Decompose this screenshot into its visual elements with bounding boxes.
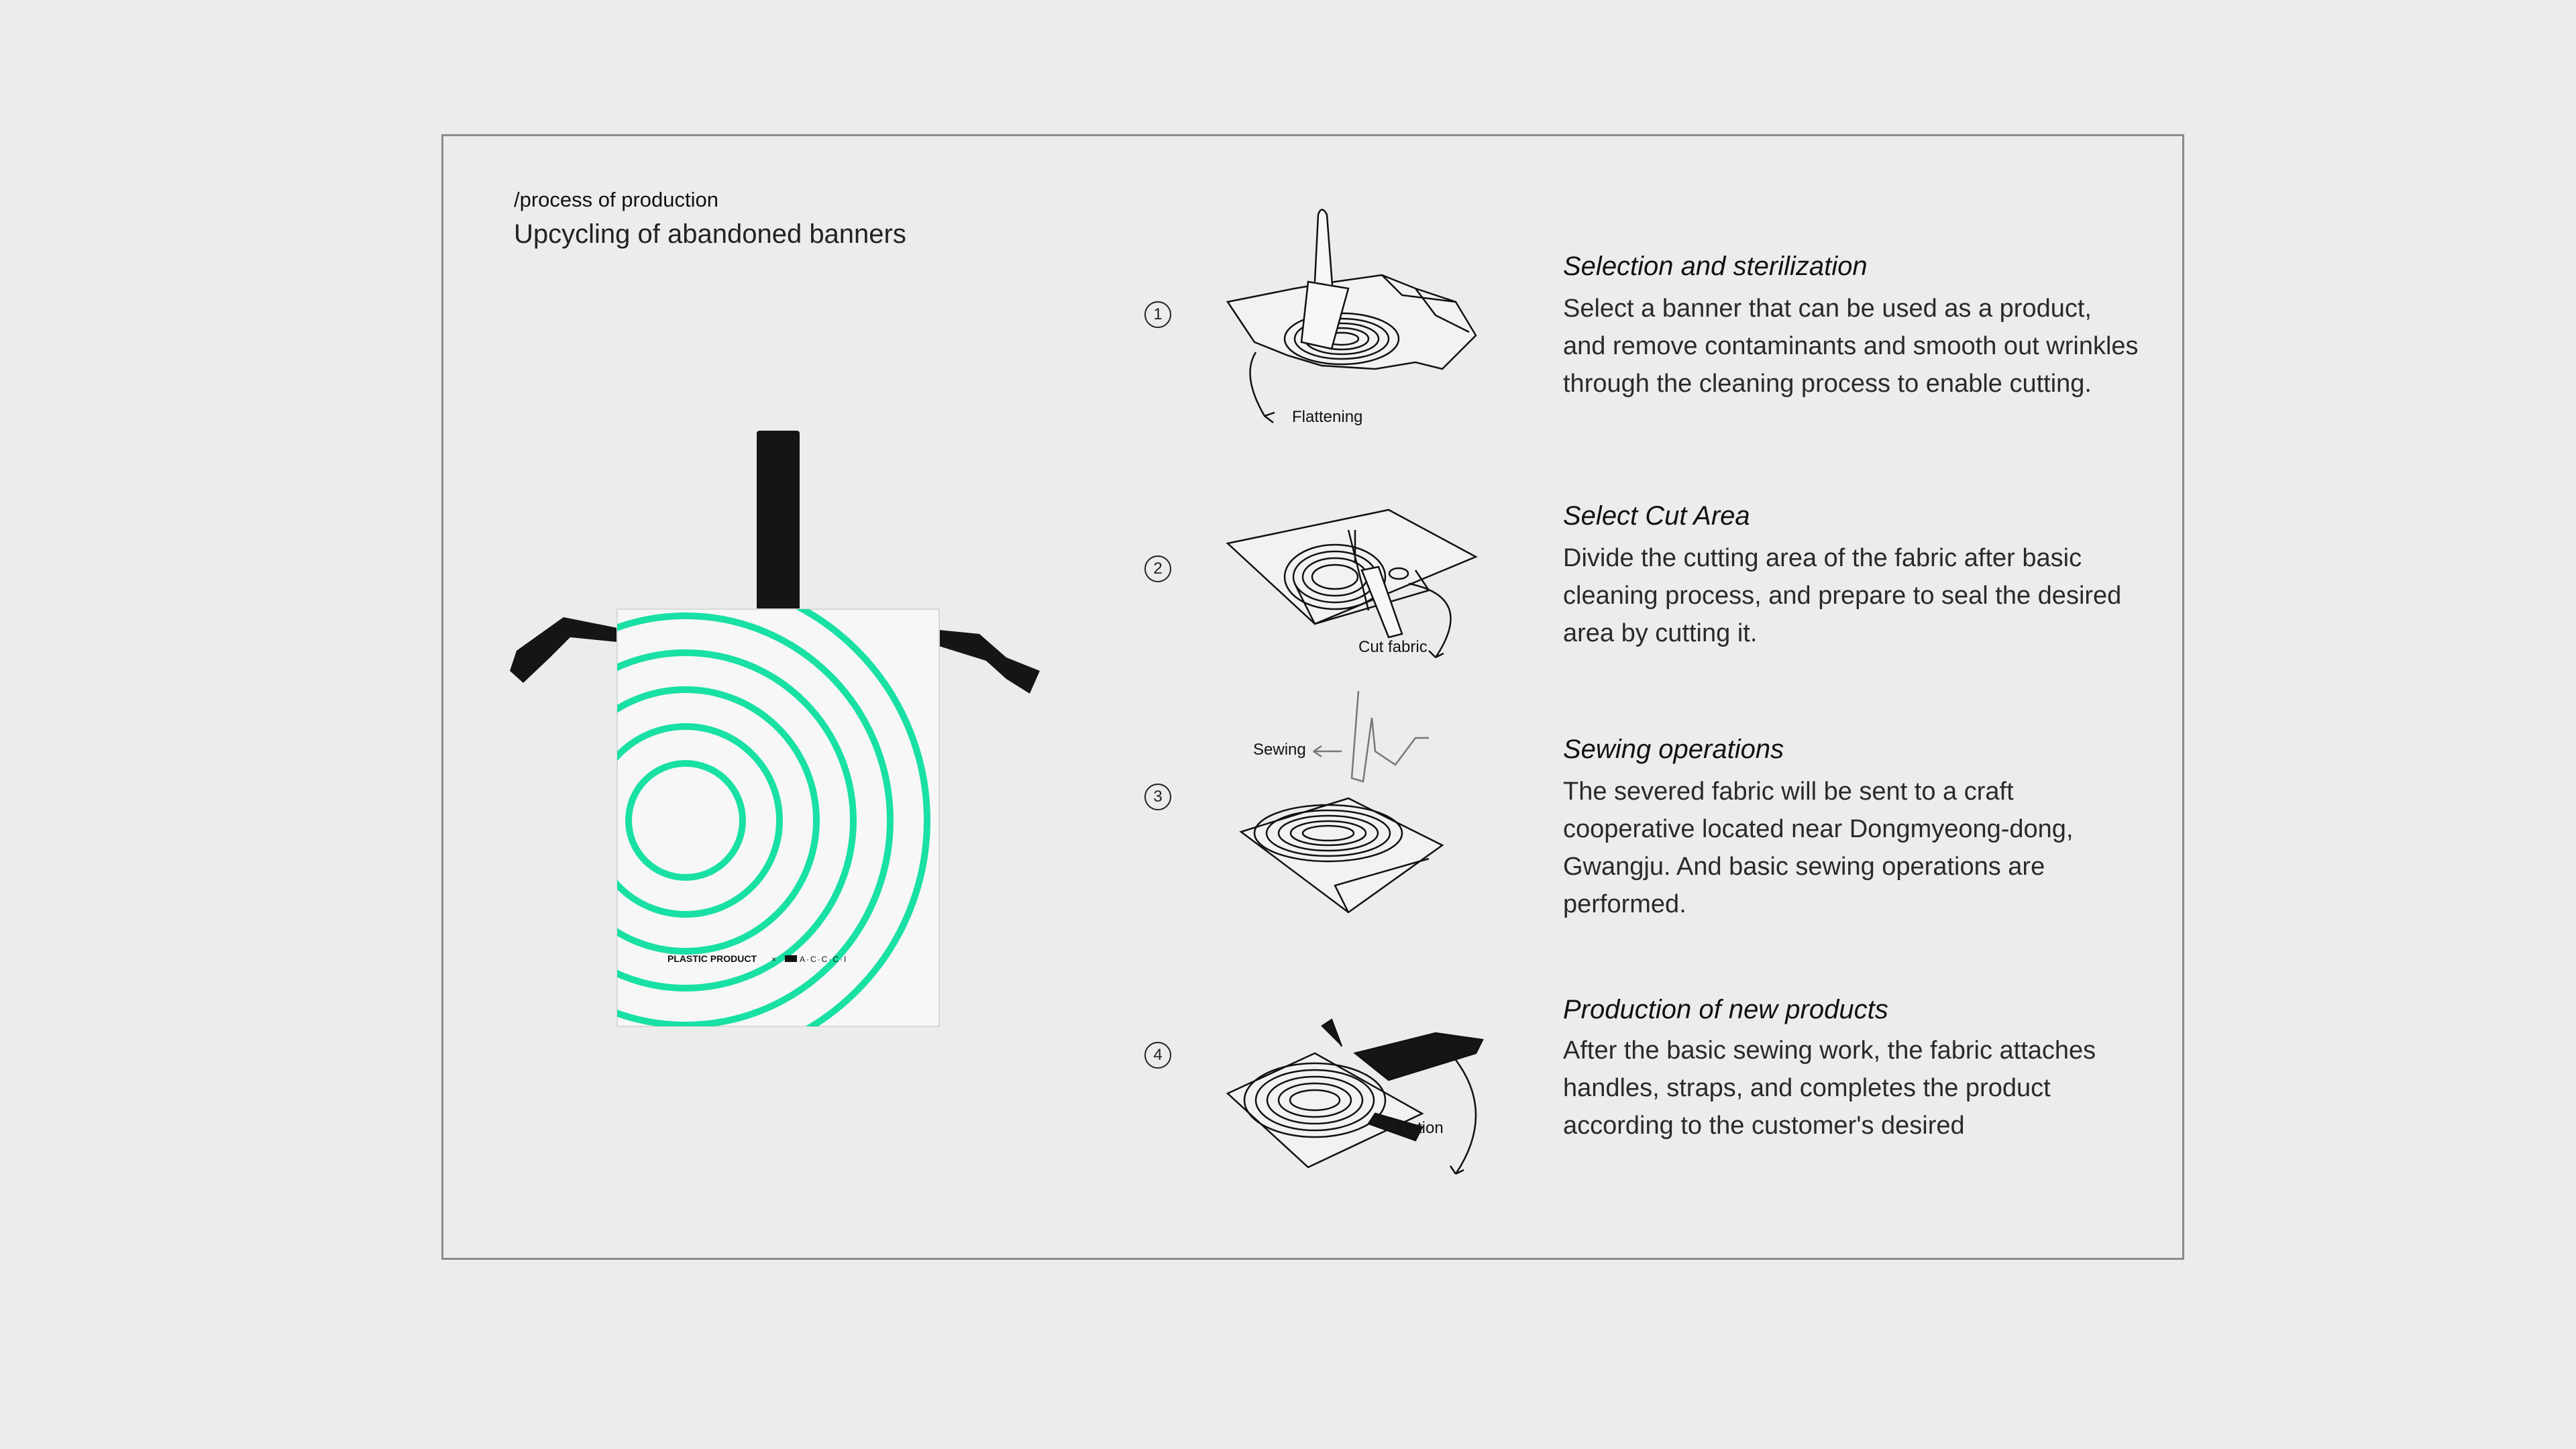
bag-brand-left: PLASTIC PRODUCT [667,953,757,964]
step-3-number: 3 [1144,784,1171,810]
step-3-title: Sewing operations [1563,735,1784,764]
step-4-title: Production of new products [1563,995,1888,1024]
cut-fabric-label: Cut fabric [1358,638,1428,656]
flattening-illustration [1214,201,1496,443]
step-2-title: Select Cut Area [1563,501,1750,531]
product-bag-image [496,416,1073,1040]
step-1-title: Selection and sterilization [1563,252,1868,281]
step-2-number: 2 [1144,555,1171,582]
step-3-description: The severed fabric will be sent to a craft cooperative located near Dongmyeong-dong, Gwangju. And basic sewing operations are performed. [1563,777,2074,918]
section-kicker: /process of production [514,188,719,211]
page-title: Upcycling of abandoned banners [514,219,906,249]
flattening-label: Flattening [1292,408,1363,426]
option-illustration [1214,986,1496,1228]
bag-brand-right: A·C·C·C·I [800,955,848,964]
step-2-description: Divide the cutting area of the fabric after basic cleaning process, and prepare to seal the desired area by cutting it. [1563,544,2122,647]
bag-drawstring-right [932,629,1040,694]
bag-handle [757,431,800,625]
step-1-description: Select a banner that can be used as a product, and remove contaminants and smooth out wrinkles through the cleaning process to enable cutting. [1563,294,2139,398]
cut-fabric-illustration [1214,470,1496,711]
step-4-description: After the basic sewing work, the fabric attaches handles, straps, and completes the product according to the customer's desired [1563,1036,2096,1140]
step-1-number: 1 [1144,301,1171,328]
sewing-label: Sewing [1253,741,1306,759]
sewing-illustration [1214,684,1496,926]
bag-brand-separator: × [771,955,777,964]
option-label: Option [1396,1119,1444,1137]
bag-drawstring-left [510,617,624,683]
step-4-number: 4 [1144,1042,1171,1069]
